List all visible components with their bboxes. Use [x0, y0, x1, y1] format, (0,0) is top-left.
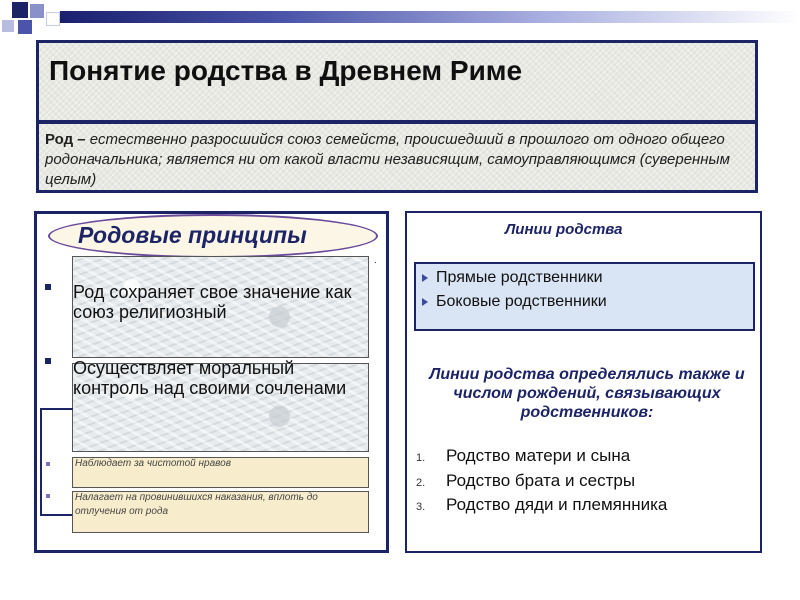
deco-square — [46, 12, 60, 26]
numbered-item-2 — [416, 471, 635, 491]
principles-heading-oval — [48, 214, 378, 258]
principles-heading: Родовые принципы — [78, 222, 307, 248]
kinship-line-2: Боковые родственники — [436, 293, 607, 310]
numbered-item-3 — [416, 495, 667, 515]
deco-square — [2, 20, 14, 32]
definition-term: Род – — [45, 131, 90, 148]
definition-body: естественно разросшийся союз семейств, происшедший в прошлого от одного общего родоначальника; является ни от какой власти независящим, самоуправляющимся (суверенным целым) — [45, 131, 730, 188]
kinship-paragraph: Линии родства определялись также и числом рождений, связывающих родственников: — [429, 366, 745, 421]
connector-line — [40, 514, 73, 516]
kinship-lines-heading: Линии родства — [505, 221, 623, 238]
item-number: 1. — [416, 452, 426, 464]
oval-dot-mark: . — [374, 255, 377, 266]
principle-item-2: Осуществляет моральный контроль над своими сочленами — [73, 358, 347, 398]
item-text: Родство матери и сына — [446, 446, 631, 465]
arrow-bullet-icon — [422, 298, 428, 306]
bullet-small — [46, 494, 50, 498]
numbered-item-1 — [416, 446, 630, 466]
title-panel — [36, 40, 758, 123]
page-title: Понятие родства в Древнем Риме — [49, 55, 523, 86]
definition-panel — [36, 123, 758, 193]
definition-text — [45, 130, 747, 190]
kinship-line-1: Прямые родственники — [436, 269, 603, 286]
principle-item-1: Род сохраняет свое значение как союз религиозный — [73, 282, 352, 322]
connector-line — [40, 408, 73, 410]
subitem-2: Налагает на провинившихся наказания, вплоть до отлучения от рода — [75, 492, 318, 517]
deco-square — [18, 20, 32, 34]
item-text: Родство брата и сестры — [446, 471, 636, 490]
decorative-header-band — [0, 0, 800, 34]
header-gradient-bar — [60, 11, 800, 23]
item-number: 2. — [416, 477, 426, 489]
bullet-small — [46, 462, 50, 466]
deco-square — [12, 2, 28, 18]
arrow-bullet-icon — [422, 274, 428, 282]
item-text: Родство дяди и племянника — [446, 495, 668, 514]
deco-square — [30, 4, 44, 18]
subitem-1: Наблюдает за чистотой нравов — [75, 458, 231, 469]
bullet-square — [45, 358, 51, 364]
item-number: 3. — [416, 501, 426, 513]
connector-line — [40, 408, 42, 516]
bullet-square — [45, 284, 51, 290]
kinship-lines-box — [414, 262, 755, 331]
